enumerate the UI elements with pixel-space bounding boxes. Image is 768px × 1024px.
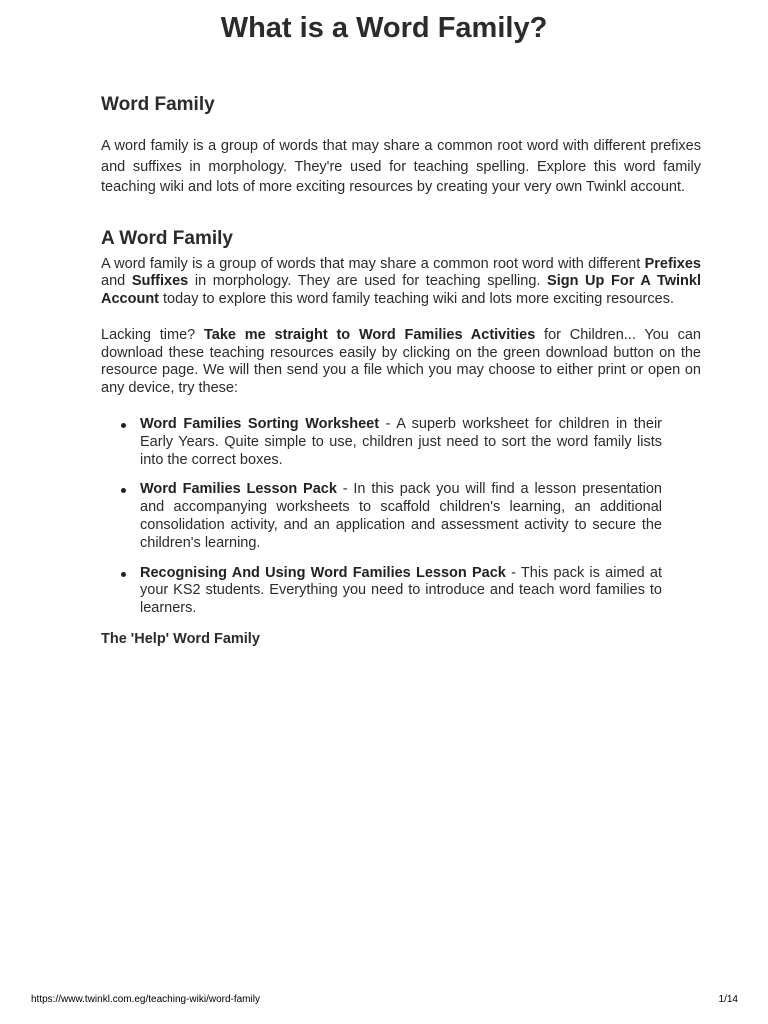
resource-description: - A superb worksheet for children in their Early Years. Quite simple to use, children just need to sort the word family lists into the correct boxes. — [140, 416, 662, 468]
paragraph-text: in morphology. They are used for teaching spelling. — [188, 273, 548, 290]
paragraph-text: A word family is a group of words that may share a common root word with different — [101, 255, 645, 272]
resource-description: - This pack is aimed at your KS2 students. Everything you need to introduce and teach word families to learners. — [140, 564, 662, 617]
resource-link[interactable]: Recognising And Using Word Families Lesson Pack — [140, 564, 506, 581]
activities-link[interactable]: Take me straight to Word Families Activities — [204, 326, 536, 343]
sign-up-link[interactable]: Sign Up For A Twinkl Account — [101, 273, 701, 308]
resource-description: - In this pack you will find a lesson presentation and accompanying worksheets to scaffold children's learning, an additional consolidation activity, and an application and assessment activity to secure the children's learning. — [140, 481, 662, 551]
resource-link[interactable]: Word Families Lesson Pack — [140, 481, 337, 498]
bullet-icon — [121, 572, 126, 577]
resource-link[interactable]: Word Families Sorting Worksheet — [140, 416, 380, 433]
suffixes-link[interactable]: Suffixes — [131, 273, 189, 290]
article-content — [101, 92, 701, 648]
section-heading-a-word-family: A Word Family — [101, 227, 233, 249]
activities-paragraph — [101, 327, 701, 398]
intro-paragraph: A word family is a group of words that may share a common root word with different prefixes and suffixes in morphology. They're used for teaching spelling. Explore this word family teaching wiki and lots of more exciting resources by creating your very own Twinkl account. — [101, 138, 701, 195]
section-heading-word-family: Word Family — [101, 94, 215, 115]
paragraph-text: and — [101, 273, 132, 290]
definition-paragraph — [101, 256, 701, 309]
list-item — [140, 416, 662, 469]
resource-list — [101, 416, 701, 618]
help-word-family-heading: The 'Help' Word Family — [101, 631, 260, 648]
bullet-icon — [121, 488, 126, 493]
paragraph-text: today to explore this word family teaching wiki and lots more exciting resources. — [159, 291, 674, 308]
prefixes-link[interactable]: Prefixes — [644, 255, 701, 272]
bullet-icon — [121, 423, 126, 428]
page-number: 1/14 — [718, 994, 738, 1005]
paragraph-text: for Children... You can download these teaching resources easily by clicking on the green download button on the resource page. We will then send you a file which you may choose to either print or open on any device, try these: — [101, 326, 701, 397]
footer-url: https://www.twinkl.com.eg/teaching-wiki/word-family — [31, 994, 260, 1005]
list-item — [140, 481, 662, 552]
paragraph-text: Lacking time? — [101, 326, 205, 343]
page-title: What is a Word Family? — [220, 12, 548, 44]
list-item — [140, 565, 662, 618]
